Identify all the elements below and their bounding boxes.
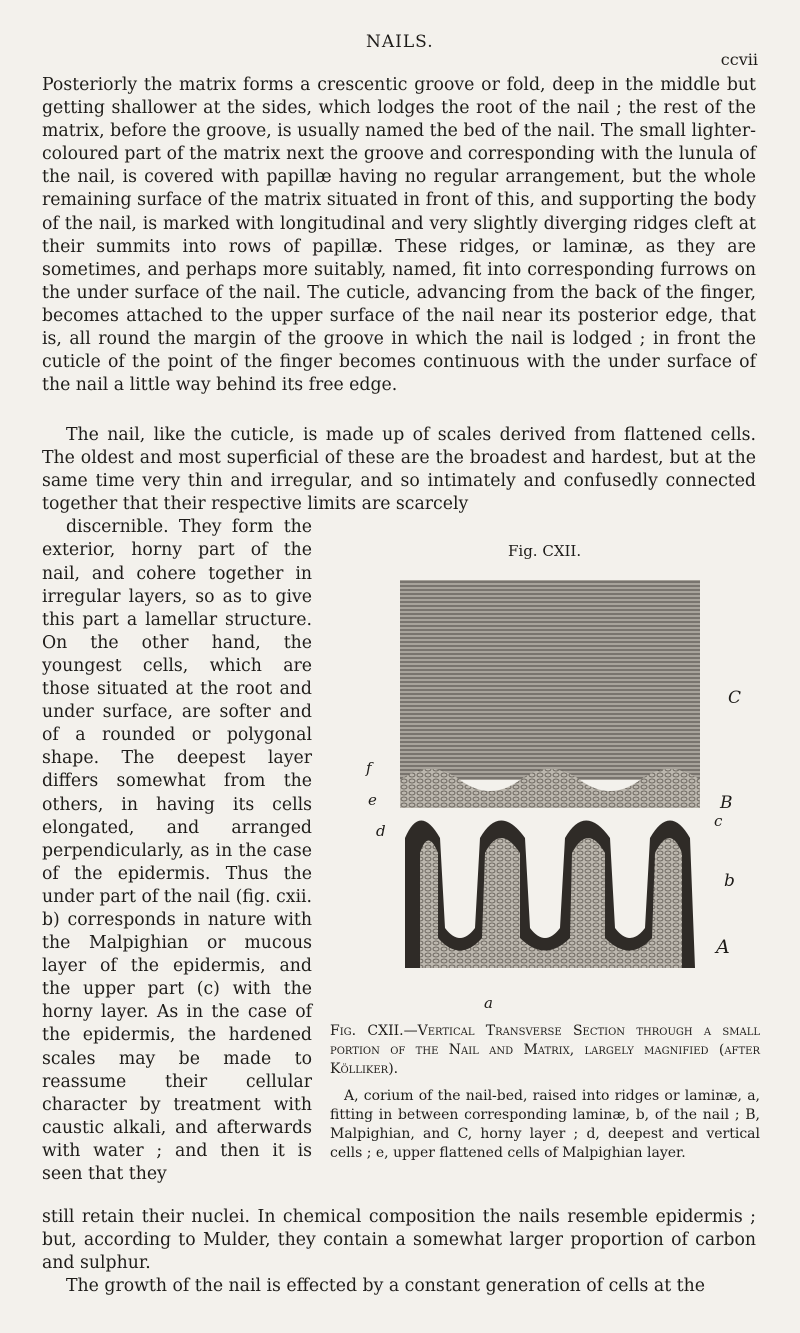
page-number: ccvii: [720, 50, 758, 69]
label-a: a: [484, 994, 493, 1012]
malpighian-boundary: [400, 769, 700, 808]
paragraph-nail-structure-wrapped: discernible. They form the exterior, horny part of the nail, and cohere together in irregular layers, so as to give this part a lamellar structure. On the other hand, the youngest cells, which are those situated at the root and under surface, are softer and of a rounded or polygonal shape. The deepest layer differs somewhat from the others, in having its cells elongated, and arranged perpendicularly, as in the case of the epidermis. Thus the under part of the nail (fig. cxii. b) corresponds in nature with the Malpighian or mucous layer of the epidermis, and the upper part (c) with the horny layer. As in the case of the epidermis, the hardened scales may be made to reassume their cellular character by treatment with caustic alkali, and afterwards with water ; and then it is seen that they: [42, 517, 312, 1184]
horny-layer: [400, 580, 700, 780]
paragraph-matrix: Posteriorly the matrix forms a crescentic groove or fold, deep in the middle but getting shallower at the sides, which lodges the root of the nail ; the rest of the matrix, before the groove, is usually named the bed of the nail. The small lighter-coloured part of the matrix next the groove and corresponding with the lunula of the nail, is covered with papillæ having no regular arrangement, but the whole remaining surface of the matrix situated in front of this, and supporting the body of the nail, is marked with longitudinal and very slightly diverging ridges cleft at their summits into rows of papillæ. These ridges, or laminæ, as they are sometimes, and perhaps more suitably, named, fit into corresponding furrows on the under surface of the nail. The cuticle, advancing from the back of the finger, becomes attached to the upper surface of the nail near its posterior edge, that is, all round the margin of the groove in which the nail is lodged ; in front the cuticle of the point of the finger becomes continuous with the under surface of the nail a little way behind its free edge.: [42, 75, 756, 396]
running-title: NAILS.: [366, 32, 434, 52]
paragraph-growth: The growth of the nail is effected by a constant generation of cells at the: [66, 1276, 705, 1296]
figure-caption-title: Fig. CXII.—Vertical Transverse Section through a small portion of the Nail and Matrix, largely magnified (after Kölliker).: [330, 1023, 760, 1077]
paragraph-nail-structure-full: The nail, like the cuticle, is made up of scales derived from flattened cells. The oldest and most superficial of these are the broadest and hardest, but at the same time very thin and irregular, and so intimately and confusedly connected together that their respective limits are scarcely: [42, 425, 756, 515]
label-e: e: [368, 791, 377, 809]
paragraph-chemistry: still retain their nuclei. In chemical composition the nails resemble epidermis ; but, according to Mulder, they contain a somewhat larger proportion of carbon and sulphur.: [42, 1207, 756, 1274]
label-f: f: [366, 759, 372, 777]
label-d: d: [376, 822, 386, 840]
label-C: C: [728, 688, 742, 708]
page-header: [0, 28, 800, 69]
nail-section-figure: [360, 568, 765, 1018]
label-c: c: [714, 812, 723, 830]
figure-caption-body: A, corium of the nail-bed, raised into ridges or laminæ, a, fitting in between corresponding laminæ, b, of the nail ; B, Malpighian, and C, horny layer ; d, deepest and vertical cells ; e, upper flattened cells of Malpighian layer.: [330, 1088, 760, 1161]
label-b: b: [724, 871, 735, 891]
label-A: A: [716, 936, 730, 958]
label-B: B: [720, 793, 733, 813]
figure-label: Fig. CXII.: [508, 542, 582, 560]
figure-caption: [330, 1022, 760, 1163]
